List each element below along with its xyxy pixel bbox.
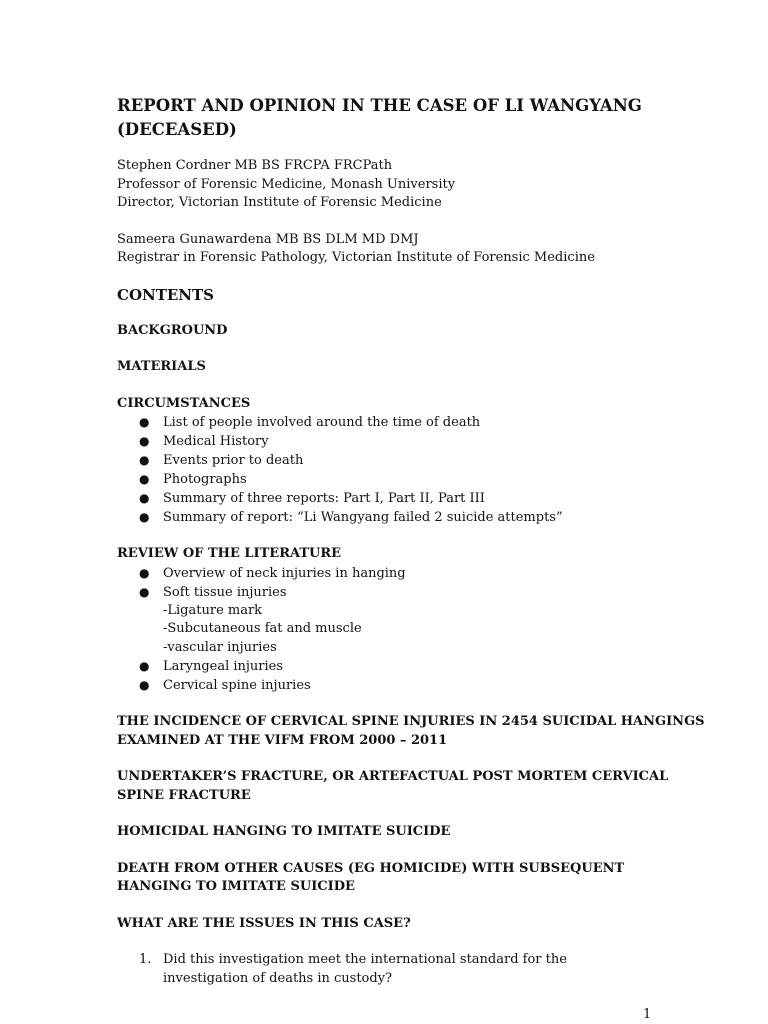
section-background: BACKGROUND xyxy=(117,322,228,338)
list-item: ● Soft tissue injuries xyxy=(139,584,287,600)
section-circumstances: CIRCUMSTANCES xyxy=(117,395,251,411)
sub-item: -Subcutaneous fat and muscle xyxy=(163,621,362,636)
section-incidence: THE INCIDENCE OF CERVICAL SPINE INJURIES IN 2454 SUICIDAL HANGINGS EXAMINED AT THE VIFM FROM 2000 – 2011 xyxy=(117,714,705,748)
section-issues: WHAT ARE THE ISSUES IN THIS CASE? xyxy=(117,915,411,931)
circumstances-list xyxy=(117,413,707,527)
list-item: ● Medical History xyxy=(139,434,269,449)
list-item: ● Summary of report: “Li Wangyang failed 2 suicide attempts” xyxy=(139,510,563,525)
section-homicidal-hanging: HOMICIDAL HANGING TO IMITATE SUICIDE xyxy=(117,824,451,839)
issues-list xyxy=(117,951,707,988)
list-item: ● Overview of neck injuries in hanging xyxy=(139,565,406,581)
page-number: 1 xyxy=(643,1007,652,1022)
author-block-2 xyxy=(117,231,707,268)
section-other-causes: DEATH FROM OTHER CAUSES (EG HOMICIDE) WITH SUBSEQUENT HANGING TO IMITATE SUICIDE xyxy=(117,860,625,894)
section-undertaker-fracture: UNDERTAKER’S FRACTURE, OR ARTEFACTUAL POST MORTEM CERVICAL SPINE FRACTURE xyxy=(117,769,669,803)
author-position: Registrar in Forensic Pathology, Victorian Institute of Forensic Medicine xyxy=(117,250,595,265)
list-item: ● Photographs xyxy=(139,472,247,487)
section-materials: MATERIALS xyxy=(117,359,206,374)
bullet-icon: ● xyxy=(139,565,150,580)
list-item: ● List of people involved around the time of death xyxy=(139,415,481,430)
list-item: ● Laryngeal injuries xyxy=(139,659,284,674)
bullet-icon: ● xyxy=(139,491,150,505)
literature-list xyxy=(117,564,707,602)
list-item: ● Summary of three reports: Part I, Part II, Part III xyxy=(139,491,485,506)
bullet-icon: ● xyxy=(139,472,150,486)
author-name: Sameera Gunawardena MB BS DLM MD DMJ xyxy=(117,231,419,247)
author-position: Director, Victorian Institute of Forensic Medicine xyxy=(117,195,442,210)
bullet-icon: ● xyxy=(139,415,150,429)
bullet-icon: ● xyxy=(139,659,150,673)
list-item: ● Cervical spine injuries xyxy=(139,678,311,693)
sub-item: -Ligature mark xyxy=(163,602,263,618)
sub-item: -vascular injuries xyxy=(163,639,277,655)
author-position: Professor of Forensic Medicine, Monash University xyxy=(117,176,456,192)
bullet-icon: ● xyxy=(139,434,150,448)
bullet-icon: ● xyxy=(139,584,150,599)
author-name: Stephen Cordner MB BS FRCPA FRCPath xyxy=(117,158,393,173)
report-title: REPORT AND OPINION IN THE CASE OF LI WANGYANG (DECEASED) xyxy=(117,96,642,139)
bullet-icon: ● xyxy=(139,510,150,524)
document-page xyxy=(117,94,707,988)
bullet-icon: ● xyxy=(139,453,150,467)
list-item: ● Events prior to death xyxy=(139,453,304,468)
section-literature: REVIEW OF THE LITERATURE xyxy=(117,546,342,561)
contents-heading: CONTENTS xyxy=(117,285,215,304)
bullet-icon: ● xyxy=(139,678,150,692)
literature-list-continued xyxy=(117,657,707,695)
author-block-1 xyxy=(117,157,707,213)
list-item: 1. Did this investigation meet the international standard for the investigation of deaths in custody? xyxy=(139,952,567,986)
